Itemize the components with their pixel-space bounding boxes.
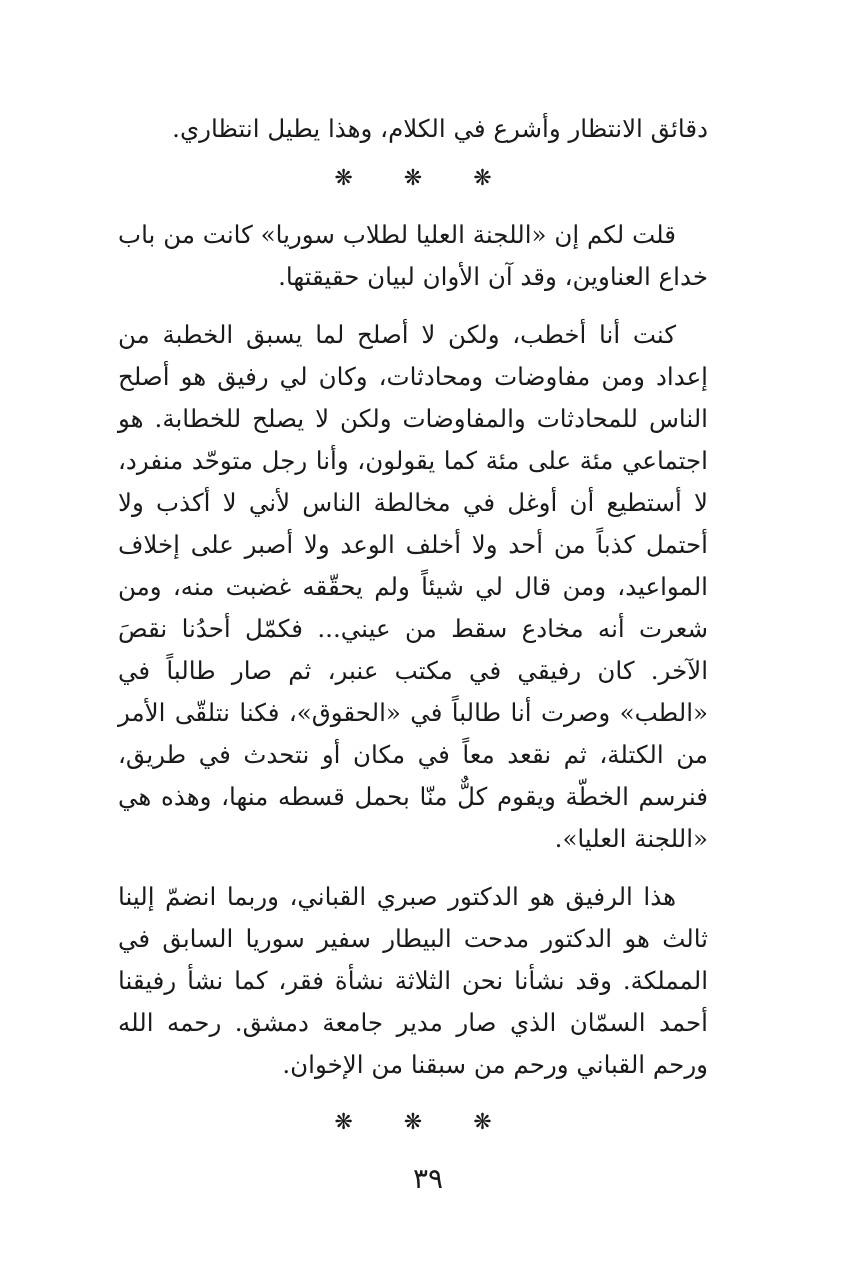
page-number: ٣٩ [412,1162,444,1195]
section-divider-end: ❋ ❋ ❋ [334,1110,514,1135]
paragraph-speaker-and-companion: كنت أنا أخطب، ولكن لا أصلح لما يسبق الخطبة من إعداد ومن مفاوضات ومحادثات، وكان لي رفيق هو أصلح الناس للمحادثات والمفاوضات ولكن لا يصلح للخطابة. هو اجتماعي مئة على مئة كما يقولون، وأنا رجل متوحّد منفرد، لا أستطيع أن أوغل في مخالطة الناس لأني لا أكذب ولا أحتمل كذباً من أحد ولا أخلف الوعد ولا أصبر على إخلاف المواعيد، ومن قال لي شيئاً ولم يحقّقه غضبت منه، ومن شعرت أنه مخادع سقط من عيني... فكمّل أحدُنا نقصَ الآخر. كان رفيقي في مكتب عنبر، ثم صار طالباً في «الطب» وصرت أنا طالباً في «الحقوق»، فكنا نتلقّى الأمر من الكتلة، ثم نقعد معاً في مكان أو نتحدث في طريق، فنرسم الخطّة ويقوم كلٌّ منّا بحمل قسطه منها، وهذه هي «اللجنة العليا». [118,320,708,853]
section-divider: ❋ ❋ ❋ [334,166,514,191]
page-body [118,108,708,1158]
paragraph-committee-intro: قلت لكم إن «اللجنة العليا لطلاب سوريا» كانت من باب خداع العناوين، وقد آن الأوان لبيان حقيقتها. [118,220,708,291]
paragraph-qabbani: هذا الرفيق هو الدكتور صبري القباني، وربما انضمّ إلينا ثالث هو الدكتور مدحت البيطار سفير سوريا السابق في المملكة. وقد نشأنا نحن الثلاثة نشأة فقر، كما نشأ رفيقنا أحمد السمّان الذي صار مدير جامعة دمشق. رحمه الله ورحم القباني ورحم من سبقنا من الإخوان. [118,882,708,1079]
paragraph-continuation: دقائق الانتظار وأشرع في الكلام، وهذا يطيل انتظاري. [172,114,708,143]
